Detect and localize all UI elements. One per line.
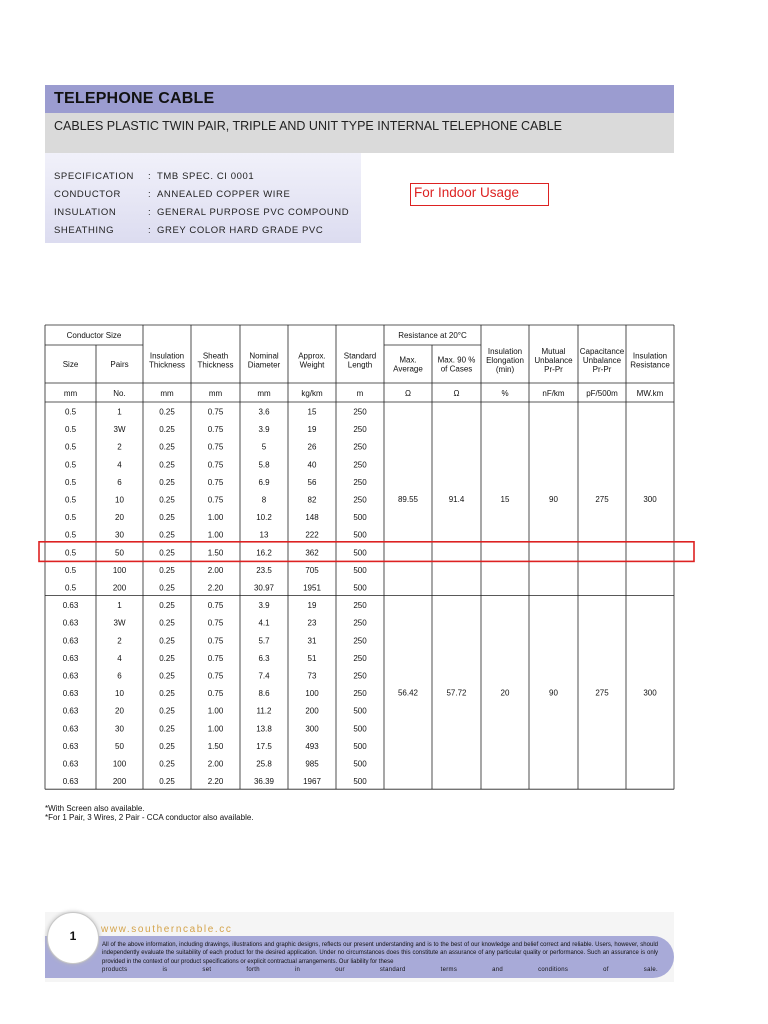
table-cell: 10	[115, 689, 124, 699]
column-header: Pr-Pr	[592, 365, 612, 374]
table-cell: 705	[305, 565, 319, 575]
table-cell: 0.75	[207, 671, 224, 681]
table-cell: 25.8	[256, 759, 272, 769]
table-cell: 0.63	[62, 759, 79, 769]
table-cell: 1.00	[207, 513, 224, 523]
page-number: 1	[69, 929, 77, 943]
table-cell: 0.5	[64, 583, 77, 593]
table-cell: 2	[117, 636, 122, 646]
table-cell: 0.25	[159, 565, 175, 575]
table-cell: 8	[261, 495, 267, 505]
column-header: Length	[347, 360, 373, 370]
table-cell: 222	[305, 530, 319, 540]
table-cell: 100	[305, 689, 319, 699]
table-cell: 10	[115, 495, 124, 505]
table-cell: 0.25	[159, 706, 175, 716]
table-cell: 4	[117, 653, 122, 663]
unit-label: mm	[160, 389, 174, 398]
table-cell: 250	[353, 442, 367, 452]
table-cell: 15	[307, 407, 317, 417]
table-cell: 250	[353, 636, 367, 646]
table-cell: 0.63	[62, 689, 79, 699]
table-cell: 0.63	[62, 671, 79, 681]
table-cell: 500	[353, 724, 367, 734]
table-cell: 0.5	[64, 513, 77, 523]
shared-value-cell: 90	[549, 494, 558, 504]
table-cell: 0.25	[159, 425, 175, 435]
disclaimer-body: All of the above information, including drawings, illustrations and graphic designs, reflects our present understanding and is to the best of our knowledge and belief correct and reliable. Users, however, should independently evaluate the suitability of each product for the desired application. Under no circumstances does this constitute an assurance of any particular quality or performance. Such an assurance is only provided in the context of our product specifications or explicit contractual arrangements. Our liability for these	[102, 942, 658, 965]
shared-value-cell: 275	[595, 494, 609, 504]
table-cell: 31	[307, 636, 317, 646]
table-cell: 0.63	[62, 618, 79, 628]
table-cell: 5.8	[258, 460, 270, 470]
table-cell: 500	[353, 548, 367, 558]
table-cell: 0.75	[207, 407, 224, 417]
table-cell: 1967	[303, 777, 321, 787]
column-header: Insulation	[632, 351, 668, 361]
table-cell: 19	[307, 601, 317, 611]
spec-label: SHEATHING	[54, 225, 115, 236]
unit-label: Ω	[405, 389, 411, 398]
table-cell: 0.75	[207, 495, 224, 505]
table-cell: 500	[353, 759, 367, 769]
table-cell: 0.5	[64, 425, 77, 435]
table-cell: 0.75	[207, 460, 224, 470]
table-cell: 0.25	[159, 741, 175, 751]
column-header: Thickness	[197, 360, 234, 370]
table-cell: 0.25	[159, 671, 175, 681]
column-header: Nominal	[249, 351, 279, 361]
table-cell: 0.75	[207, 689, 224, 699]
table-cell: 23	[307, 618, 317, 628]
table-cell: 0.75	[207, 425, 224, 435]
table-cell: 6.9	[258, 477, 270, 487]
table-cell: 0.63	[62, 706, 79, 716]
table-cell: 2.00	[207, 565, 224, 575]
table-cell: 100	[112, 565, 127, 575]
column-header: Pr-Pr	[544, 365, 563, 374]
group-header-resistance: Resistance at 20°C	[398, 331, 467, 340]
table-cell: 7.4	[258, 671, 270, 681]
table-cell: 0.25	[159, 583, 175, 593]
table-cell: 0.25	[159, 618, 175, 628]
table-cell: 0.25	[159, 495, 175, 505]
table-cell: 250	[353, 407, 367, 417]
table-cell: 19	[307, 425, 317, 435]
column-header: Insulation	[149, 351, 185, 361]
table-cell: 0.25	[159, 477, 175, 487]
table-cell: 0.5	[64, 477, 77, 487]
table-cell: 250	[353, 653, 367, 663]
column-header: Unbalance	[534, 356, 573, 365]
unit-label: mm	[208, 389, 223, 398]
column-header: Capacitance	[579, 347, 625, 356]
column-header: Resistance	[630, 360, 670, 370]
table-cell: 200	[305, 706, 319, 716]
page-subtitle: CABLES PLASTIC TWIN PAIR, TRIPLE AND UNIT TYPE INTERNAL TELEPHONE CABLE	[54, 119, 563, 133]
spec-label: SPECIFICATION	[54, 171, 134, 182]
table-cell: 20	[115, 513, 124, 523]
column-header: Diameter	[247, 360, 281, 370]
spec-value: GREY COLOR HARD GRADE PVC	[157, 225, 324, 236]
table-cell: 0.75	[207, 477, 224, 487]
table-cell: 250	[353, 425, 367, 435]
table-cell: 4.1	[258, 618, 270, 628]
table-cell: 13.8	[256, 724, 272, 734]
table-cell: 500	[353, 513, 367, 523]
spec-value: TMB SPEC. CI 0001	[157, 171, 255, 182]
table-cell: 6	[117, 477, 122, 487]
page-number-badge	[47, 912, 99, 964]
shared-value-cell: 20	[500, 688, 510, 698]
table-cell: 0.25	[159, 601, 175, 611]
column-header: Elongation	[486, 356, 524, 365]
table-cell: 73	[307, 671, 317, 681]
spec-label: CONDUCTOR	[54, 189, 121, 200]
spec-label: INSULATION	[54, 207, 117, 218]
table-cell: 3.6	[258, 407, 270, 417]
table-cell: 30.97	[253, 583, 275, 593]
unit-label: mm	[63, 389, 78, 398]
table-cell: 250	[353, 477, 367, 487]
shared-value-cell: 91.4	[448, 494, 465, 504]
table-cell: 300	[305, 724, 319, 734]
shared-value-cell: 57.72	[446, 688, 467, 698]
table-cell: 0.75	[207, 442, 224, 452]
table-cell: 16.2	[256, 548, 272, 558]
table-cell: 0.25	[159, 653, 175, 663]
table-cell: 500	[353, 741, 367, 751]
table-cell: 17.5	[256, 741, 272, 751]
table-cell: 1951	[303, 583, 321, 593]
column-header: of Cases	[440, 364, 473, 374]
shared-value-cell: 300	[643, 688, 657, 698]
table-cell: 250	[353, 601, 367, 611]
table-cell: 51	[307, 653, 317, 663]
table-cell: 500	[353, 706, 367, 716]
table-cell: 3.9	[258, 601, 270, 611]
column-header: Standard	[343, 351, 377, 361]
unit-label: mm	[257, 389, 271, 398]
table-cell: 0.5	[64, 442, 77, 452]
spec-value: GENERAL PURPOSE PVC COMPOUND	[157, 207, 350, 218]
table-cell: 3W	[113, 425, 126, 435]
shared-value-cell: 275	[595, 688, 609, 698]
table-cell: 5	[261, 442, 267, 452]
table-cell: 0.25	[159, 460, 175, 470]
table-cell: 36.39	[253, 777, 275, 787]
table-cell: 250	[353, 689, 367, 699]
column-header: Weight	[299, 360, 325, 370]
table-cell: 0.25	[159, 724, 175, 734]
shared-value-cell: 56.42	[397, 688, 419, 698]
column-header: Max. 90 %	[437, 355, 476, 365]
spec-box: SPECIFICATION : TMB SPEC. CI 0001 CONDUCTOR : ANNEALED COPPER WIRE INSULATION : GENERAL PURPOSE PVC COMPOUND SHEATHING : GREY COLOR HARD GRADE PVC	[45, 153, 361, 243]
unit-label: kg/km	[301, 389, 323, 398]
footnotes	[45, 804, 254, 822]
table-cell: 0.63	[62, 724, 79, 734]
disclaimer-last-line: products is set forth in our standard terms and conditions of sale.	[102, 966, 658, 973]
table-cell: 0.5	[64, 530, 77, 540]
unit-label: m	[356, 389, 364, 398]
column-header: Average	[393, 364, 423, 374]
shared-value-cell: 15	[500, 494, 510, 504]
table-cell: 200	[112, 777, 127, 787]
table-cell: 4	[117, 460, 122, 470]
table-cell: 0.25	[159, 407, 175, 417]
table-cell: 2	[117, 442, 122, 452]
table-cell: 40	[307, 460, 317, 470]
column-header: Insulation	[487, 347, 523, 356]
table-cell: 2.20	[207, 777, 224, 787]
table-cell: 100	[112, 759, 127, 769]
table-cell: 0.5	[64, 495, 77, 505]
table-cell: 250	[353, 618, 367, 628]
spec-value: ANNEALED COPPER WIRE	[157, 189, 291, 200]
table-cell: 8.6	[258, 689, 270, 699]
table-cell: 0.25	[159, 548, 175, 558]
table-cell: 250	[353, 460, 367, 470]
table-cell: 10.2	[256, 513, 272, 523]
shared-value-cell: 90	[549, 688, 558, 698]
column-header: Pairs	[110, 360, 129, 369]
table-cell: 50	[115, 548, 124, 558]
table-cell: 1.00	[207, 724, 224, 734]
table-cell: 26	[307, 442, 317, 452]
table-cell: 20	[115, 706, 124, 716]
page-title: TELEPHONE CABLE	[54, 90, 215, 107]
table-cell: 362	[305, 548, 319, 558]
unit-label: nF/km	[542, 389, 565, 398]
table-cell: 30	[115, 530, 124, 540]
table-cell: 985	[305, 759, 319, 769]
table-cell: 6	[117, 671, 122, 681]
table-cell: 50	[115, 741, 124, 751]
table-cell: 0.63	[62, 636, 79, 646]
unit-label: No.	[113, 389, 126, 398]
table-cell: 0.25	[159, 513, 175, 523]
column-header: (min)	[495, 365, 515, 374]
table-cell: 500	[353, 583, 367, 593]
table-cell: 0.5	[64, 548, 77, 558]
table-cell: 0.5	[64, 407, 77, 417]
table-cell: 0.63	[62, 777, 79, 787]
footnote: *For 1 Pair, 3 Wires, 2 Pair - CCA conductor also available.	[45, 813, 254, 822]
column-header: Size	[62, 360, 79, 369]
group-header-conductor: Conductor Size	[66, 331, 122, 340]
table-cell: 0.5	[64, 565, 77, 575]
table-cell: 5.7	[258, 636, 270, 646]
column-header: Thickness	[148, 360, 186, 370]
table-cell: 1.50	[207, 741, 224, 751]
footnote: *With Screen also available.	[45, 804, 145, 813]
table-cell: 11.2	[256, 706, 272, 716]
table-cell: 1.00	[207, 706, 224, 716]
column-header: Sheath	[202, 351, 229, 361]
table-cell: 56	[307, 477, 317, 487]
table-cell: 0.25	[159, 530, 175, 540]
column-header: Mutual	[541, 347, 566, 356]
table-cell: 0.75	[207, 618, 224, 628]
table-cell: 0.25	[159, 777, 175, 787]
indoor-usage-text: For Indoor Usage	[414, 185, 520, 200]
table-cell: 0.63	[62, 741, 79, 751]
table-cell: 13	[259, 530, 269, 540]
unit-label: pF/500m	[586, 389, 618, 398]
disclaimer-text	[102, 941, 658, 974]
table-cell: 82	[307, 495, 317, 505]
table-cell: 500	[353, 777, 367, 787]
table-cell: 2.20	[207, 583, 224, 593]
column-header: Approx.	[298, 351, 326, 361]
table-cell: 148	[305, 513, 319, 523]
unit-label: Ω	[453, 389, 460, 398]
table-cell: 1	[117, 407, 122, 417]
table-cell: 23.5	[256, 565, 272, 575]
table-cell: 0.63	[62, 653, 79, 663]
shared-value-cell: 300	[643, 494, 657, 504]
table-cell: 2.00	[207, 759, 224, 769]
table-cell: 250	[353, 671, 367, 681]
column-header: Unbalance	[582, 356, 622, 365]
table-cell: 0.5	[64, 460, 77, 470]
table-cell: 3.9	[258, 425, 270, 435]
table-cell: 0.25	[159, 636, 175, 646]
table-cell: 30	[115, 724, 124, 734]
table-cell: 1	[117, 601, 122, 611]
table-cell: 0.63	[62, 601, 79, 611]
table-cell: 1.50	[207, 548, 224, 558]
table-cell: 1.00	[207, 530, 224, 540]
table-cell: 3W	[113, 618, 126, 628]
table-cell: 500	[353, 530, 367, 540]
table-cell: 200	[112, 583, 127, 593]
table-cell: 500	[353, 565, 367, 575]
table-cell: 0.75	[207, 636, 224, 646]
table-cell: 0.25	[159, 759, 175, 769]
table-cell: 250	[353, 495, 367, 505]
table-cell: 0.25	[159, 442, 175, 452]
table-cell: 493	[305, 741, 319, 751]
unit-label: %	[501, 389, 509, 398]
table-cell: 6.3	[258, 653, 270, 663]
table-cell: 0.75	[207, 653, 224, 663]
website-link[interactable]: www.southerncable.cc	[101, 924, 233, 935]
table-cell: 0.25	[159, 689, 175, 699]
unit-label: MW.km	[636, 389, 664, 398]
column-header: Max.	[399, 355, 417, 365]
table-cell: 0.75	[207, 601, 224, 611]
shared-value-cell: 89.55	[397, 494, 419, 504]
